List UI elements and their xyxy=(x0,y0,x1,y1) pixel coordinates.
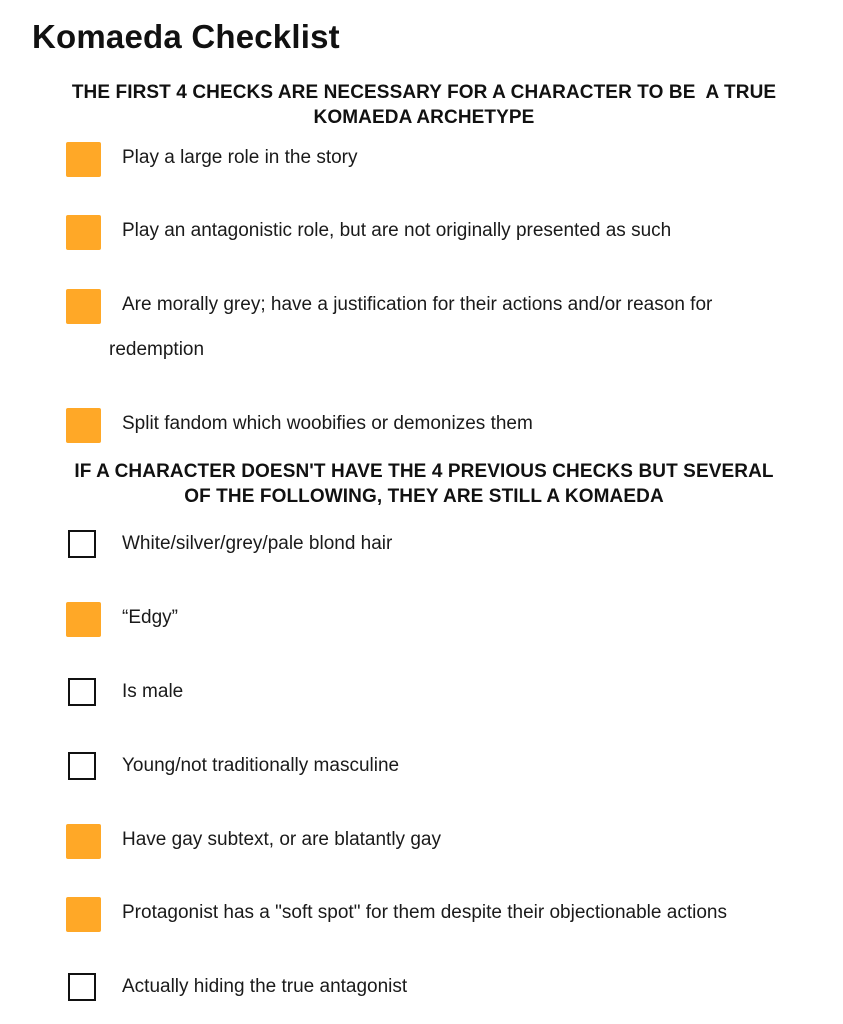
checkbox-morally-grey[interactable] xyxy=(66,289,101,324)
item-label: Are morally grey; have a justification for their actions and/or reason for xyxy=(122,294,713,315)
checklist-item-hair[interactable] xyxy=(0,526,843,566)
checkbox-hair[interactable] xyxy=(68,530,96,558)
item-label: Play an antagonistic role, but are not originally presented as such xyxy=(122,220,672,241)
item-label: Have gay subtext, or are blatantly gay xyxy=(122,829,441,850)
page-title: Komaeda Checklist xyxy=(32,18,340,55)
section-2-heading-line-1: IF A CHARACTER DOESN'T HAVE THE 4 PREVIOUS CHECKS BUT SEVERAL xyxy=(74,461,774,482)
checklist-item-morally-grey[interactable] xyxy=(0,287,843,327)
section-1-heading-line-1: THE FIRST 4 CHECKS ARE NECESSARY FOR A CHARACTER TO BE A TRUE xyxy=(71,82,777,103)
checkbox-soft-spot[interactable] xyxy=(66,897,101,932)
item-label: Play a large role in the story xyxy=(122,147,358,168)
checkbox-hiding-antagonist[interactable] xyxy=(68,973,96,1001)
checkbox-young[interactable] xyxy=(68,752,96,780)
checklist-item-antagonistic-role[interactable] xyxy=(0,213,843,253)
checklist-item-soft-spot[interactable] xyxy=(0,895,843,935)
checkbox-gay-subtext[interactable] xyxy=(66,824,101,859)
item-label: White/silver/grey/pale blond hair xyxy=(122,533,393,554)
checkbox-large-role[interactable] xyxy=(66,142,101,177)
section-2-heading xyxy=(14,459,834,509)
item-label: Actually hiding the true antagonist xyxy=(122,976,408,997)
item-label: Young/not traditionally masculine xyxy=(122,755,400,776)
checkbox-split-fandom[interactable] xyxy=(66,408,101,443)
section-2-heading-line-2: OF THE FOLLOWING, THEY ARE STILL A KOMAEDA xyxy=(184,486,664,507)
item-label: Split fandom which woobifies or demonizes them xyxy=(122,413,533,434)
checklist-item-male[interactable] xyxy=(0,674,843,714)
checkbox-male[interactable] xyxy=(68,678,96,706)
checkbox-antagonistic-role[interactable] xyxy=(66,215,101,250)
checklist-item-hiding-antagonist[interactable] xyxy=(0,969,843,1009)
checklist-item-young[interactable] xyxy=(0,748,843,788)
checklist-item-large-role[interactable] xyxy=(0,140,843,180)
section-1-heading-line-2: KOMAEDA ARCHETYPE xyxy=(313,107,535,128)
checklist-item-split-fandom[interactable] xyxy=(0,406,843,446)
section-1-heading xyxy=(14,80,834,130)
checkbox-edgy[interactable] xyxy=(66,602,101,637)
checklist-item-gay-subtext[interactable] xyxy=(0,822,843,862)
checklist-item-edgy[interactable] xyxy=(0,600,843,640)
item-label: Is male xyxy=(122,681,184,702)
item-label-continuation: redemption xyxy=(109,339,205,360)
item-label: Protagonist has a "soft spot" for them despite their objectionable actions xyxy=(122,902,727,923)
item-label: “Edgy” xyxy=(122,607,178,628)
